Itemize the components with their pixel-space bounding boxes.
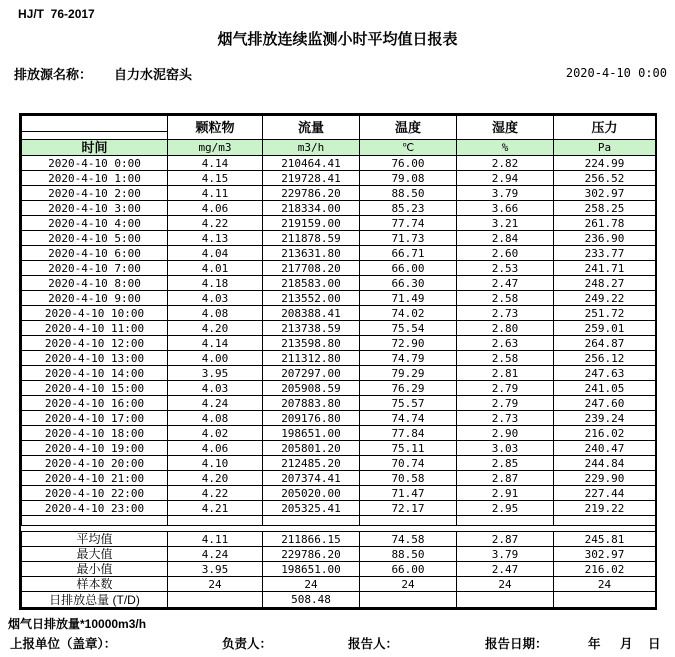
summary-value-cell: 4.11 bbox=[168, 532, 263, 547]
value-cell: 4.22 bbox=[168, 486, 263, 501]
value-cell: 218334.00 bbox=[263, 201, 360, 216]
summary-value-cell bbox=[360, 592, 457, 608]
value-cell: 2.90 bbox=[457, 426, 554, 441]
value-cell: 2.80 bbox=[457, 321, 554, 336]
time-cell: 2020-4-10 17:00 bbox=[22, 411, 168, 426]
value-cell: 3.95 bbox=[168, 366, 263, 381]
value-cell: 2.58 bbox=[457, 291, 554, 306]
value-cell: 71.47 bbox=[360, 486, 457, 501]
value-cell: 247.63 bbox=[554, 366, 656, 381]
value-cell: 66.30 bbox=[360, 276, 457, 291]
value-cell: 216.02 bbox=[554, 426, 656, 441]
doc-code: HJ/T 76-2017 bbox=[18, 7, 95, 21]
value-cell: 4.06 bbox=[168, 441, 263, 456]
report-datetime: 2020-4-10 0:00 bbox=[565, 66, 667, 80]
time-cell: 2020-4-10 19:00 bbox=[22, 441, 168, 456]
source-name-label: 排放源名称： bbox=[14, 67, 93, 82]
value-cell: 2.91 bbox=[457, 486, 554, 501]
col-header-particulate: 颗粒物 bbox=[168, 116, 263, 140]
summary-value-cell: 2.47 bbox=[457, 562, 554, 577]
time-cell: 2020-4-10 7:00 bbox=[22, 261, 168, 276]
value-cell: 248.27 bbox=[554, 276, 656, 291]
value-cell: 210464.41 bbox=[263, 156, 360, 171]
value-cell: 218583.00 bbox=[263, 276, 360, 291]
summary-value-cell: 3.79 bbox=[457, 547, 554, 562]
value-cell: 2.73 bbox=[457, 306, 554, 321]
unit-particulate: mg/m3 bbox=[168, 140, 263, 156]
value-cell: 4.11 bbox=[168, 186, 263, 201]
value-cell: 4.20 bbox=[168, 321, 263, 336]
time-cell: 2020-4-10 5:00 bbox=[22, 231, 168, 246]
time-cell: 2020-4-10 22:00 bbox=[22, 486, 168, 501]
time-header-blank-top bbox=[22, 116, 168, 132]
value-cell: 4.06 bbox=[168, 201, 263, 216]
value-cell: 247.60 bbox=[554, 396, 656, 411]
value-cell: 207883.80 bbox=[263, 396, 360, 411]
table-row bbox=[22, 501, 656, 516]
col-header-pressure: 压力 bbox=[554, 116, 656, 140]
time-cell: 2020-4-10 18:00 bbox=[22, 426, 168, 441]
time-cell: 2020-4-10 1:00 bbox=[22, 171, 168, 186]
value-cell: 205325.41 bbox=[263, 501, 360, 516]
table-row bbox=[22, 201, 656, 216]
value-cell: 3.03 bbox=[457, 441, 554, 456]
value-cell: 77.84 bbox=[360, 426, 457, 441]
value-cell: 71.73 bbox=[360, 231, 457, 246]
col-header-temperature: 温度 bbox=[360, 116, 457, 140]
value-cell: 4.02 bbox=[168, 426, 263, 441]
summary-value-cell: 88.50 bbox=[360, 547, 457, 562]
summary-value-cell: 24 bbox=[263, 577, 360, 592]
table-row bbox=[22, 486, 656, 501]
value-cell: 88.50 bbox=[360, 186, 457, 201]
value-cell: 207297.00 bbox=[263, 366, 360, 381]
summary-value-cell: 3.95 bbox=[168, 562, 263, 577]
value-cell: 4.21 bbox=[168, 501, 263, 516]
value-cell: 2.82 bbox=[457, 156, 554, 171]
value-cell: 4.08 bbox=[168, 411, 263, 426]
value-cell: 249.22 bbox=[554, 291, 656, 306]
value-cell: 264.87 bbox=[554, 336, 656, 351]
value-cell: 258.25 bbox=[554, 201, 656, 216]
value-cell: 207374.41 bbox=[263, 471, 360, 486]
value-cell: 229.90 bbox=[554, 471, 656, 486]
report-table-frame bbox=[19, 113, 657, 610]
table-row bbox=[22, 261, 656, 276]
table-row bbox=[22, 441, 656, 456]
summary-label: 平均值 bbox=[22, 532, 168, 547]
value-cell: 259.01 bbox=[554, 321, 656, 336]
value-cell: 244.84 bbox=[554, 456, 656, 471]
table-row bbox=[22, 276, 656, 291]
table-row bbox=[22, 321, 656, 336]
value-cell: 205801.20 bbox=[263, 441, 360, 456]
value-cell: 213598.80 bbox=[263, 336, 360, 351]
summary-value-cell: 24 bbox=[457, 577, 554, 592]
value-cell: 241.05 bbox=[554, 381, 656, 396]
value-cell: 261.78 bbox=[554, 216, 656, 231]
source-line bbox=[14, 64, 192, 83]
value-cell: 205908.59 bbox=[263, 381, 360, 396]
value-cell: 71.49 bbox=[360, 291, 457, 306]
value-cell: 2.87 bbox=[457, 471, 554, 486]
summary-value-cell: 66.00 bbox=[360, 562, 457, 577]
summary-value-cell: 74.58 bbox=[360, 532, 457, 547]
time-cell: 2020-4-10 13:00 bbox=[22, 351, 168, 366]
value-cell: 256.52 bbox=[554, 171, 656, 186]
value-cell: 209176.80 bbox=[263, 411, 360, 426]
header-row-top bbox=[22, 116, 656, 132]
table-row bbox=[22, 381, 656, 396]
summary-value-cell: 24 bbox=[168, 577, 263, 592]
value-cell: 77.74 bbox=[360, 216, 457, 231]
time-cell: 2020-4-10 16:00 bbox=[22, 396, 168, 411]
summary-label: 最小值 bbox=[22, 562, 168, 577]
summary-value-cell: 24 bbox=[554, 577, 656, 592]
value-cell: 70.58 bbox=[360, 471, 457, 486]
value-cell: 4.24 bbox=[168, 396, 263, 411]
value-cell: 2.73 bbox=[457, 411, 554, 426]
summary-value-cell bbox=[554, 592, 656, 608]
value-cell: 2.79 bbox=[457, 381, 554, 396]
value-cell: 4.18 bbox=[168, 276, 263, 291]
value-cell: 2.94 bbox=[457, 171, 554, 186]
value-cell: 74.02 bbox=[360, 306, 457, 321]
summary-row bbox=[22, 562, 656, 577]
summary-value-cell: 245.81 bbox=[554, 532, 656, 547]
time-cell: 2020-4-10 11:00 bbox=[22, 321, 168, 336]
summary-value-cell bbox=[457, 592, 554, 608]
value-cell: 219.22 bbox=[554, 501, 656, 516]
value-cell: 213631.80 bbox=[263, 246, 360, 261]
summary-label: 样本数 bbox=[22, 577, 168, 592]
time-cell: 2020-4-10 14:00 bbox=[22, 366, 168, 381]
value-cell: 2.60 bbox=[457, 246, 554, 261]
value-cell: 2.81 bbox=[457, 366, 554, 381]
report-unit-label: 上报单位（盖章）： bbox=[10, 637, 117, 651]
value-cell: 241.71 bbox=[554, 261, 656, 276]
time-cell: 2020-4-10 0:00 bbox=[22, 156, 168, 171]
report-date-label: 报告日期： bbox=[485, 637, 548, 651]
value-cell: 4.14 bbox=[168, 156, 263, 171]
value-cell: 85.23 bbox=[360, 201, 457, 216]
table-row bbox=[22, 291, 656, 306]
col-header-humidity: 湿度 bbox=[457, 116, 554, 140]
value-cell: 213552.00 bbox=[263, 291, 360, 306]
value-cell: 76.00 bbox=[360, 156, 457, 171]
value-cell: 251.72 bbox=[554, 306, 656, 321]
value-cell: 3.79 bbox=[457, 186, 554, 201]
unit-humidity: % bbox=[457, 140, 554, 156]
table-row bbox=[22, 411, 656, 426]
value-cell: 219728.41 bbox=[263, 171, 360, 186]
value-cell: 79.08 bbox=[360, 171, 457, 186]
value-cell: 79.29 bbox=[360, 366, 457, 381]
report-title: 烟气排放连续监测小时平均值日报表 bbox=[217, 31, 458, 48]
signature-line bbox=[0, 634, 675, 650]
value-cell: 212485.20 bbox=[263, 456, 360, 471]
value-cell: 76.29 bbox=[360, 381, 457, 396]
time-cell: 2020-4-10 21:00 bbox=[22, 471, 168, 486]
value-cell: 3.21 bbox=[457, 216, 554, 231]
summary-value-cell: 508.48 bbox=[263, 592, 360, 608]
table-row bbox=[22, 306, 656, 321]
value-cell: 233.77 bbox=[554, 246, 656, 261]
summary-value-cell bbox=[168, 592, 263, 608]
value-cell: 66.71 bbox=[360, 246, 457, 261]
value-cell: 213738.59 bbox=[263, 321, 360, 336]
summary-row bbox=[22, 547, 656, 562]
value-cell: 70.74 bbox=[360, 456, 457, 471]
value-cell: 75.57 bbox=[360, 396, 457, 411]
time-cell: 2020-4-10 23:00 bbox=[22, 501, 168, 516]
table-row bbox=[22, 156, 656, 171]
value-cell: 302.97 bbox=[554, 186, 656, 201]
value-cell: 4.03 bbox=[168, 381, 263, 396]
table-row bbox=[22, 396, 656, 411]
time-header-blank-bottom bbox=[22, 132, 168, 140]
table-row bbox=[22, 216, 656, 231]
value-cell: 75.54 bbox=[360, 321, 457, 336]
value-cell: 75.11 bbox=[360, 441, 457, 456]
value-cell: 74.79 bbox=[360, 351, 457, 366]
time-header: 时间 bbox=[22, 140, 168, 156]
source-name-value: 自力水泥窑头 bbox=[114, 67, 193, 82]
time-cell: 2020-4-10 2:00 bbox=[22, 186, 168, 201]
value-cell: 4.01 bbox=[168, 261, 263, 276]
value-cell: 205020.00 bbox=[263, 486, 360, 501]
value-cell: 4.14 bbox=[168, 336, 263, 351]
value-cell: 224.99 bbox=[554, 156, 656, 171]
col-header-flow: 流量 bbox=[263, 116, 360, 140]
time-cell: 2020-4-10 9:00 bbox=[22, 291, 168, 306]
table-row bbox=[22, 426, 656, 441]
summary-row bbox=[22, 532, 656, 547]
value-cell: 211878.59 bbox=[263, 231, 360, 246]
value-cell: 4.00 bbox=[168, 351, 263, 366]
time-cell: 2020-4-10 4:00 bbox=[22, 216, 168, 231]
blank-row bbox=[22, 516, 656, 526]
value-cell: 2.85 bbox=[457, 456, 554, 471]
time-cell: 2020-4-10 12:00 bbox=[22, 336, 168, 351]
day-label: 日 bbox=[648, 637, 661, 651]
summary-label: 最大值 bbox=[22, 547, 168, 562]
summary-value-cell: 216.02 bbox=[554, 562, 656, 577]
month-label: 月 bbox=[620, 637, 633, 651]
time-cell: 2020-4-10 8:00 bbox=[22, 276, 168, 291]
value-cell: 74.74 bbox=[360, 411, 457, 426]
reporter-label: 报告人： bbox=[348, 637, 399, 651]
time-cell: 2020-4-10 6:00 bbox=[22, 246, 168, 261]
value-cell: 219159.00 bbox=[263, 216, 360, 231]
summary-row bbox=[22, 592, 656, 608]
value-cell: 217708.20 bbox=[263, 261, 360, 276]
value-cell: 4.08 bbox=[168, 306, 263, 321]
summary-row bbox=[22, 577, 656, 592]
table-row bbox=[22, 336, 656, 351]
value-cell: 239.24 bbox=[554, 411, 656, 426]
unit-pressure: Pa bbox=[554, 140, 656, 156]
table-row bbox=[22, 351, 656, 366]
value-cell: 4.03 bbox=[168, 291, 263, 306]
value-cell: 4.15 bbox=[168, 171, 263, 186]
value-cell: 4.20 bbox=[168, 471, 263, 486]
value-cell: 211312.80 bbox=[263, 351, 360, 366]
table-row bbox=[22, 186, 656, 201]
time-cell: 2020-4-10 15:00 bbox=[22, 381, 168, 396]
year-label: 年 bbox=[588, 637, 601, 651]
unit-header-row bbox=[22, 140, 656, 156]
time-cell: 2020-4-10 20:00 bbox=[22, 456, 168, 471]
summary-value-cell: 198651.00 bbox=[263, 562, 360, 577]
value-cell: 2.84 bbox=[457, 231, 554, 246]
summary-value-cell: 229786.20 bbox=[263, 547, 360, 562]
table-row bbox=[22, 471, 656, 486]
table-row bbox=[22, 366, 656, 381]
summary-value-cell: 24 bbox=[360, 577, 457, 592]
value-cell: 66.00 bbox=[360, 261, 457, 276]
value-cell: 240.47 bbox=[554, 441, 656, 456]
value-cell: 4.10 bbox=[168, 456, 263, 471]
value-cell: 2.53 bbox=[457, 261, 554, 276]
summary-value-cell: 2.87 bbox=[457, 532, 554, 547]
value-cell: 4.13 bbox=[168, 231, 263, 246]
value-cell: 2.79 bbox=[457, 396, 554, 411]
emission-note: 烟气日排放量*10000m3/h bbox=[8, 617, 147, 631]
value-cell: 229786.20 bbox=[263, 186, 360, 201]
value-cell: 198651.00 bbox=[263, 426, 360, 441]
value-cell: 72.90 bbox=[360, 336, 457, 351]
report-table bbox=[21, 115, 656, 608]
value-cell: 2.95 bbox=[457, 501, 554, 516]
table-row bbox=[22, 171, 656, 186]
value-cell: 236.90 bbox=[554, 231, 656, 246]
value-cell: 2.63 bbox=[457, 336, 554, 351]
time-cell: 2020-4-10 10:00 bbox=[22, 306, 168, 321]
unit-temperature: ℃ bbox=[360, 140, 457, 156]
value-cell: 4.22 bbox=[168, 216, 263, 231]
summary-label: 日排放总量 (T/D) bbox=[22, 592, 168, 608]
value-cell: 227.44 bbox=[554, 486, 656, 501]
table-row bbox=[22, 231, 656, 246]
value-cell: 2.47 bbox=[457, 276, 554, 291]
summary-value-cell: 302.97 bbox=[554, 547, 656, 562]
unit-flow: m3/h bbox=[263, 140, 360, 156]
table-row bbox=[22, 246, 656, 261]
time-cell: 2020-4-10 3:00 bbox=[22, 201, 168, 216]
value-cell: 3.66 bbox=[457, 201, 554, 216]
value-cell: 4.04 bbox=[168, 246, 263, 261]
value-cell: 208388.41 bbox=[263, 306, 360, 321]
value-cell: 72.17 bbox=[360, 501, 457, 516]
summary-value-cell: 211866.15 bbox=[263, 532, 360, 547]
value-cell: 256.12 bbox=[554, 351, 656, 366]
table-row bbox=[22, 456, 656, 471]
summary-value-cell: 4.24 bbox=[168, 547, 263, 562]
value-cell: 2.58 bbox=[457, 351, 554, 366]
responsible-person-label: 负责人： bbox=[222, 637, 273, 651]
